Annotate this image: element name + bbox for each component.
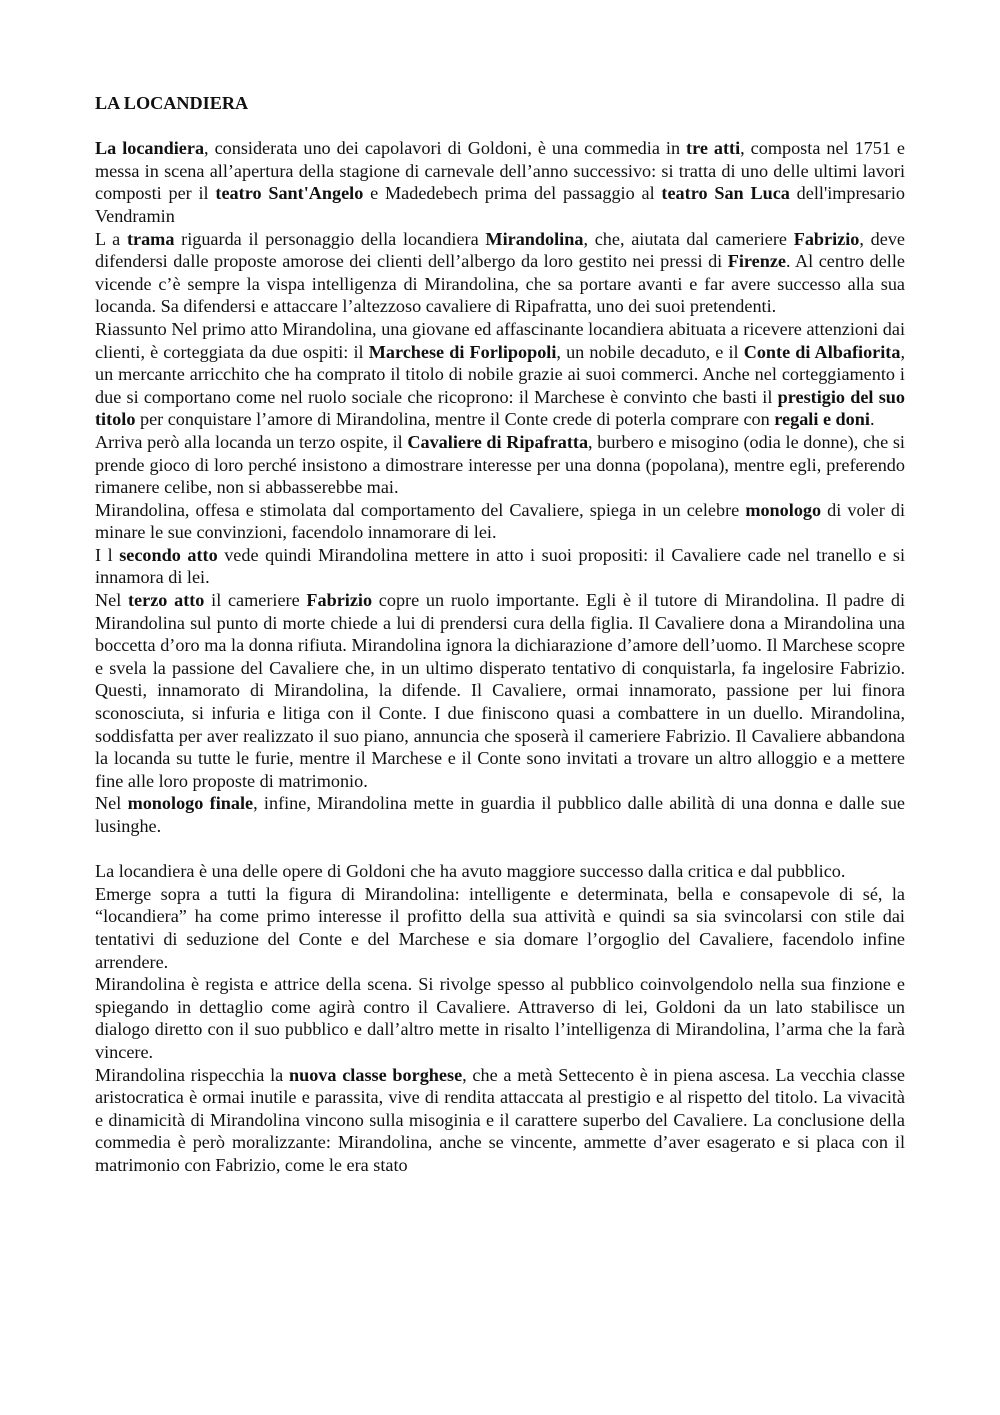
bold-text-run: monologo finale [127, 793, 254, 814]
paragraph-terzo-atto [95, 589, 905, 792]
bold-text-run: secondo atto [119, 544, 218, 565]
bold-text-run: prestigio del suo titolo [95, 386, 906, 430]
bold-text-run: Marchese di Forlipopoli [368, 341, 557, 362]
bold-text-run: monologo [745, 499, 822, 520]
bold-text-run: Conte di Albafiorita [743, 341, 901, 362]
text-run: per conquistare l’amore di Mirandolina, mentre il Conte crede di poterla comprare con [135, 409, 775, 430]
bold-text-run: trama [126, 228, 175, 249]
text-run: , un nobile decaduto, e il [556, 341, 744, 362]
paragraph-cavaliere [95, 431, 905, 499]
text-run: Arriva però alla locanda un terzo ospite, il [95, 431, 408, 452]
text-run: . Al centro delle vicende c’è sempre la vispa intelligenza di Mirandolina, che sa portare avanti e far avere successo alla sua locanda. Sa difendersi e attaccare l’altezzoso cavaliere di Ripafratta, uno dei suoi pretendenti. [95, 251, 905, 317]
bold-text-run: regali e doni [774, 409, 870, 430]
paragraph-monologo [95, 499, 905, 544]
text-run: I l [95, 544, 120, 565]
bold-text-run: teatro Sant'Angelo [215, 183, 364, 204]
paragraph-secondo-atto [95, 544, 905, 589]
paragraph-figura [95, 883, 905, 973]
paragraph-monologo-finale [95, 792, 905, 837]
text-run: dell'impresario Vendramin [95, 183, 905, 226]
bold-text-run: teatro San Luca [661, 183, 790, 204]
document-title: LA LOCANDIERA [95, 93, 249, 113]
text-run: , che, aiutata dal cameriere [583, 228, 794, 249]
text-run: , infine, Mirandolina mette in guardia il pubblico dalle abilità di una donna e dalle sue lusinghe. [95, 793, 906, 836]
text-run: , che a metà Settecento è in piena ascesa. La vecchia classe aristocratica è ormai inutile e parassita, vive di rendita attaccata al prestigio e al rispetto del titolo. La vivacità e dinamicità di Mirandolina vincono sulla misoginia e il carattere superbo del Cavaliere. La conclusione della commedia è però moralizzante: Mirandolina, anche se vincente, ammette d’aver esagerato e si placa con il matrimonio con Fabrizio, come le era stato [95, 1064, 905, 1175]
paragraph-borghese [95, 1064, 905, 1177]
text-run: Nel [95, 590, 128, 611]
text-run: , burbero e misogino (odia le donne), che si prende gioco di loro perché insistono a dimostrare interesse per una donna (popolana), mentre egli, preferendo rimanere celibe, non si abbasserebbe mai. [95, 431, 905, 498]
text-run: La locandiera è una delle opere di Goldoni che ha avuto maggiore successo dalla critica e dal pubblico. [95, 861, 846, 882]
text-run: di voler di minare le sue convinzioni, facendolo innamorare di lei. [95, 499, 905, 543]
text-run: , deve difendersi dalle proposte amorose dei clienti dell’albergo da loro gestito nei pressi di [95, 228, 905, 272]
bold-text-run: tre atti [686, 138, 741, 159]
text-run: il cameriere [204, 590, 307, 611]
text-run: Riassunto Nel primo atto Mirandolina, una giovane ed affascinante locandiera abituata a ricevere attenzioni dai clienti, è corteggiata da due ospiti: il [95, 318, 905, 362]
text-run: L a [95, 228, 127, 249]
paragraph-regista [95, 973, 905, 1063]
text-run: Emerge sopra a tutti la figura di Mirandolina: intelligente e determinata, bella e consapevole di sé, la “locandiera” ha come primo interesse il profitto della sua attività e quindi sa sia svincolarsi con stile dai tentativi di seduzione del Conte e del Marchese e sia domare l’orgoglio del Cavaliere, facendolo infine arrendere. [95, 883, 905, 972]
text-run: Mirandolina, offesa e stimolata dal comportamento del Cavaliere, spiega in un celebre [95, 499, 746, 520]
text-run: e Madedebech prima del passaggio al [363, 183, 662, 204]
text-run: copre un ruolo importante. Egli è il tutore di Mirandolina. Il padre di Mirandolina sul punto di morte chiede a lui di prendersi cura della figlia. Il Cavaliere dona a Mirandolina una boccetta d’oro ma la donna rifiuta. Mirandolina ignora la dichiarazione d’amore dell’uomo. Il Marchese scopre e svela la passione del Cavaliere che, in un ultimo disperato tentativo di conquistarla, fa ingelosire Fabrizio. Questi, innamorato di Mirandolina, la difende. Il Cavaliere, ormai innamorato, passione per lui finora sconosciuta, si infuria e litiga con il Conte. I due finiscono quasi a combattere in un duello. Mirandolina, soddisfatta per aver realizzato il suo piano, annuncia che sposerà il cameriere Fabrizio. Il Cavaliere abbandona la locanda su tutte le furie, mentre il Marchese e il Conte sono invitati a trovare un altro alloggio e a mettere fine alle loro proposte di matrimonio. [95, 590, 906, 791]
bold-text-run: La locandiera [95, 138, 205, 159]
text-run: vede quindi Mirandolina mettere in atto i suoi propositi: il Cavaliere cade nel tranello e si innamora di lei. [95, 544, 905, 588]
paragraph-successo [95, 860, 905, 883]
bold-text-run: Cavaliere di Ripafratta [407, 431, 589, 452]
text-run: riguarda il personaggio della locandiera [174, 228, 486, 249]
bold-text-run: Fabrizio [306, 590, 373, 611]
paragraph-riassunto [95, 318, 905, 431]
text-run: Mirandolina è regista e attrice della scena. Si rivolge spesso al pubblico coinvolgendolo nella sua finzione e spiegando in dettaglio come agirà contro il Cavaliere. Attraverso di lei, Goldoni da un lato stabilisce un dialogo diretto con il suo pubblico e dall’altro mette in risalto l’intelligenza di Mirandolina, l’arma che la farà vincere. [95, 974, 905, 1062]
bold-text-run: Firenze [727, 251, 786, 272]
document-page [95, 92, 905, 1177]
text-run: Nel [95, 793, 128, 814]
text-run: , composta nel 1751 e messa in scena all’apertura della stagione di carnevale dell’anno successivo: si tratta di uno delle ultimi lavori composti per il [95, 138, 906, 204]
bold-text-run: terzo atto [128, 590, 205, 611]
text-run: , un mercante arricchito che ha comprato il titolo di nobile grazie ai suoi commerci. Anche nel corteggiamento i due si comportano come nel ruolo sociale che ricoprono: il Marchese è convinto che basti il [95, 341, 905, 407]
text-run: , considerata uno dei capolavori di Goldoni, è una commedia in [204, 138, 687, 159]
text-run: . [869, 409, 875, 430]
bold-text-run: nuova classe borghese [288, 1064, 463, 1085]
bold-text-run: Fabrizio [793, 228, 860, 249]
bold-text-run: Mirandolina [485, 228, 584, 249]
text-run: Mirandolina rispecchia la [95, 1064, 289, 1085]
paragraph-trama [95, 228, 905, 318]
paragraph-intro [95, 137, 905, 227]
